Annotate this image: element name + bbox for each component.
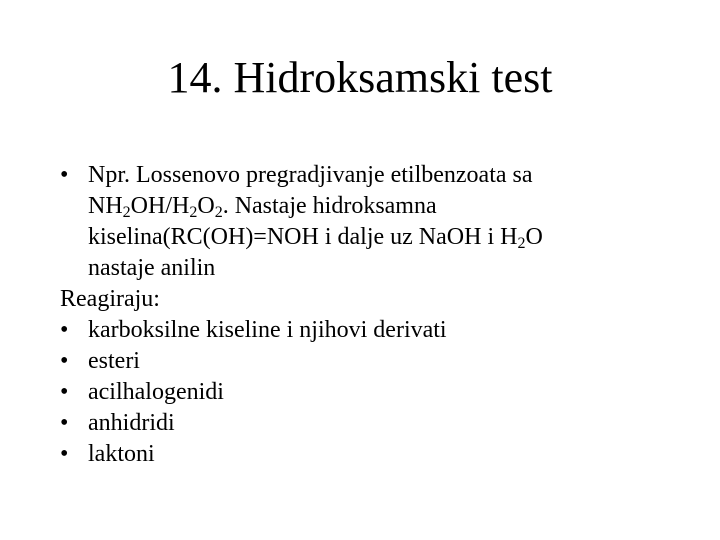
intro-line-2: $NH_2OH/H_2O_2$. Nastaje hidroksamna <box>88 193 437 221</box>
list-item <box>60 439 700 470</box>
list-item <box>60 315 700 346</box>
intro-line-3: kiselina(RC(OH)=NOH i dalje uz NaOH i $H_2O$ <box>88 224 543 252</box>
bullet-icon: • <box>60 379 69 405</box>
list-item-text: esteri <box>88 348 140 374</box>
list-item <box>60 377 700 408</box>
bullet-icon: • <box>60 348 69 374</box>
slide-title: 14. Hidroksamski test <box>167 53 553 102</box>
list-item-text: anhidridi <box>88 410 175 436</box>
intro-line-4: nastaje anilin <box>88 255 216 281</box>
bullet-item-intro <box>60 160 700 284</box>
bullet-icon: • <box>60 441 69 467</box>
list-item-text: laktoni <box>88 441 155 467</box>
bullet-icon: • <box>60 317 69 343</box>
list-item-text: karboksilne kiseline i njihovi derivati <box>88 317 447 343</box>
bullet-icon: • <box>60 162 69 188</box>
bullet-icon: • <box>60 410 69 436</box>
reagiraju-label: Reagiraju: <box>60 286 160 312</box>
list-item <box>60 346 700 377</box>
intro-line-1: Npr. Lossenovo pregradjivanje etilbenzoata sa <box>88 162 533 188</box>
slide-body <box>60 160 700 470</box>
list-item-text: acilhalogenidi <box>88 379 224 405</box>
list-item <box>60 408 700 439</box>
